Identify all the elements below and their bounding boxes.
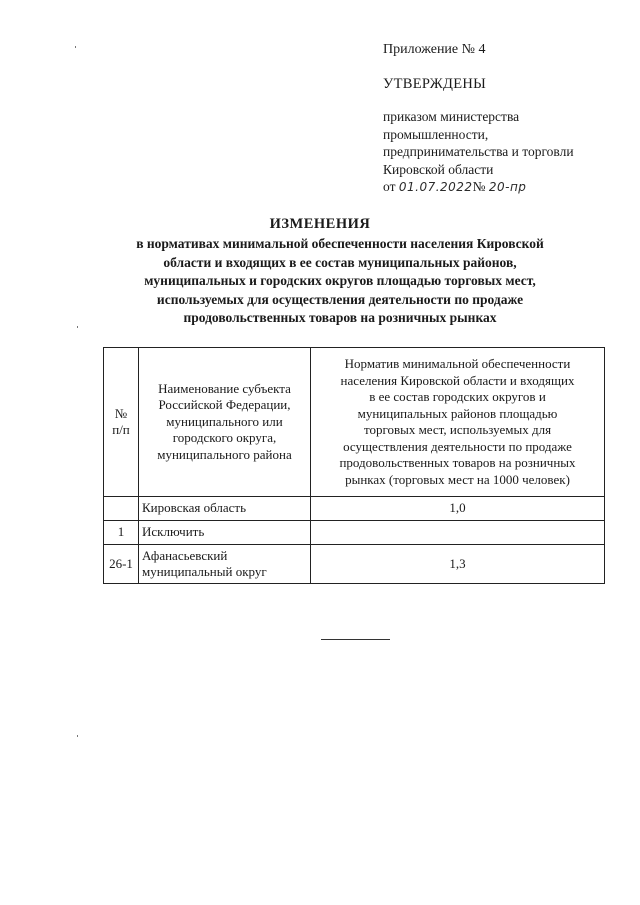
header-text: городского округа, [172, 430, 277, 446]
cell-value: 1,0 [311, 497, 605, 521]
cell-number: 26-1 [104, 545, 139, 584]
cell-text: муниципальный округ [142, 564, 267, 579]
subtitle-line: используемых для осуществления деятельности по продаже [156, 291, 524, 307]
order-date-line [383, 178, 574, 197]
scan-speck [75, 46, 76, 48]
document-title: ИЗМЕНЕНИЯ [269, 216, 371, 232]
header-cell-name [139, 348, 311, 497]
order-line: промышленности, [383, 126, 489, 142]
header-cell-number [104, 348, 139, 497]
table-row [104, 497, 605, 521]
header-text: рынках (торговых мест на 1000 человек) [345, 471, 570, 487]
order-reference [383, 108, 574, 197]
subtitle-line: продовольственных товаров на розничных рынках [183, 310, 497, 325]
header-text: муниципального района [157, 446, 292, 462]
header-text: в ее состав городских округов и [369, 389, 546, 404]
scan-speck [77, 326, 78, 328]
header-text: № [114, 405, 128, 421]
document-subtitle [100, 235, 580, 328]
date-prefix: от [383, 179, 396, 194]
subtitle-line: в нормативах минимальной обеспеченности населения Кировской [136, 236, 544, 251]
cell-text: Афанасьевский [142, 547, 228, 563]
cell-number: 1 [104, 521, 139, 545]
header-text: Российской Федерации, [158, 397, 291, 413]
cell-text: Исключить [142, 524, 205, 540]
handwritten-date: 01.07.2022 [398, 180, 473, 194]
header-text: Норматив минимальной обеспеченности [344, 356, 571, 371]
cell-name [139, 497, 311, 521]
appendix-label: Приложение № 4 [383, 42, 486, 57]
header-text: п/п [112, 422, 130, 437]
cell-text: Кировская область [142, 500, 247, 516]
scan-speck [77, 735, 78, 737]
end-divider-line [321, 639, 390, 640]
subtitle-line: муниципальных и городских округов площадью торговых мест, [144, 273, 536, 288]
norms-table [103, 347, 605, 584]
cell-name [139, 521, 311, 545]
cell-name [139, 545, 311, 584]
cell-value [311, 521, 605, 545]
header-text: продовольственных товаров на розничных [339, 455, 576, 470]
header-cell-value [311, 348, 605, 497]
header-text: осуществления деятельности по продаже [343, 438, 572, 454]
order-line: Кировской области [383, 161, 494, 177]
cell-value: 1,3 [311, 545, 605, 584]
order-line: предпринимательства и торговли [383, 144, 574, 159]
header-text: Наименование субъекта [158, 380, 291, 396]
header-text: муниципальных районов площадью [357, 405, 558, 421]
table-row [104, 521, 605, 545]
cell-number [104, 497, 139, 521]
table-header-row [104, 348, 605, 497]
header-text: населения Кировской области и входящих [340, 372, 575, 388]
subtitle-line: области и входящих в ее состав муниципальных районов, [163, 254, 517, 270]
table-row [104, 545, 605, 584]
header-text: торговых мест, используемых для [363, 422, 552, 437]
handwritten-number: 20-пр [488, 180, 527, 194]
order-line: приказом министерства [383, 109, 520, 124]
header-text: муниципального или [166, 413, 283, 429]
number-sign: № [472, 179, 486, 194]
approved-label: УТВЕРЖДЕНЫ [383, 76, 487, 92]
